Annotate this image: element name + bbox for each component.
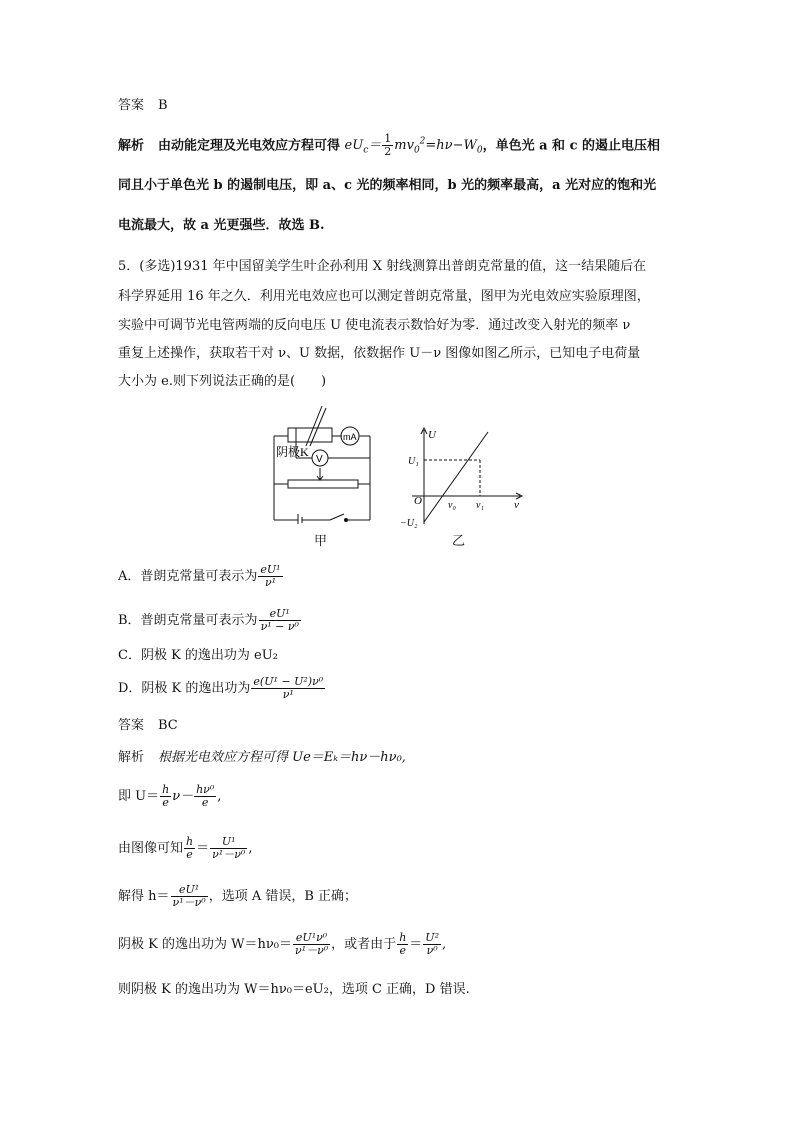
ammeter-label: mA (343, 432, 357, 442)
q5-sol-line5: 阴极 K 的逸出功为 W＝hν₀＝ $\frac{\text{eU¹ν⁰}}{\text{ν¹－ν⁰}}$ ，或者由于 $\frac{h}{e}$ ＝ $\frac{\text{U²}}{\text{ν⁰}}$ , (118, 931, 447, 957)
q4-eq-lhs: $eU_c=$ (344, 138, 382, 156)
q5-stem-line5: 大小为 e.则下列说法正确的是( ) (118, 374, 327, 389)
q5-sol-line2: 即 U＝ $\frac{h}{e}$ ν－ $\frac{\text{hν⁰}}{e}$ , (118, 783, 222, 809)
option-b: B．普朗克常量可表示为 $\frac{\text{eU¹}}{\text{ν¹ − ν⁰}}$ (118, 607, 299, 633)
fig-right-caption: 乙 (452, 534, 466, 549)
q5-stem-line4: 重复上述操作，获取若干对 ν、U 数据，依数据作 U－ν 图像如图乙所示，已知电子电荷量 (118, 346, 641, 361)
q4-analysis-line1 (118, 132, 660, 161)
q5-answer-label: 答案 (118, 718, 145, 733)
q5-analysis-label: 解析 (118, 750, 145, 765)
q5-sol-line3: 由图像可知 $\frac{h}{e}$ ＝ $\frac{\text{U¹}}{\text{ν¹－ν⁰}}$ , (118, 835, 253, 861)
q4-line1-pre: 由动能定理及光电效应方程可得 (158, 138, 345, 154)
q5-sol-line1 (118, 748, 406, 768)
q5-answer-line (118, 716, 178, 736)
neg-u2-label: −U₂ (400, 518, 418, 528)
q4-analysis-label: 解析 (118, 138, 145, 154)
circuit-diagram (262, 400, 382, 524)
x-axis-label: ν (514, 499, 519, 511)
q5-stem-line3: 实验中可调节光电管两端的反向电压 U 使电流表示数恰好为零．通过改变入射光的频率 ν (118, 318, 631, 333)
q5-stem-line1: 5．(多选)1931 年中国留美学生叶企孙利用 X 射线测算出普朗克常量的值，这一结果随后在 (118, 259, 647, 274)
q4-answer-value: B (158, 98, 168, 113)
cathode-label: 阴极K (276, 445, 309, 459)
voltmeter-label: V (316, 454, 323, 465)
q5-sol-line4: 解得 h＝ $\frac{\text{eU¹}}{\text{ν¹－ν⁰}}$ ，选项 A 错误，B 正确； (118, 883, 358, 909)
q4-answer-label: 答案 (118, 98, 145, 113)
q5-sol-line6: 则阴极 K 的逸出功为 W＝hν₀＝eU₂，选项 C 正确，D 错误. (118, 982, 470, 997)
q5-sol1-text: 根据光电效应方程可得 Ue＝Eₖ＝hν－hν₀, (158, 750, 406, 765)
q5-stem-line2: 科学界延用 16 年之久．利用光电效应也可以测定普朗克常量，图甲为光电效应实验原理图， (118, 289, 650, 304)
option-d: D．阴极 K 的逸出功为 $\frac{\text{e(U¹ − U²)ν⁰}}{\text{ν¹}}$ (118, 675, 324, 701)
q4-eq-rhs: $=h\nu-W_0$ (425, 138, 483, 156)
rheostat (288, 480, 358, 488)
v1-label: ν₁ (476, 500, 484, 511)
q4-line1-post: ，单色光 a 和 c 的遏止电压相 (482, 138, 661, 154)
q4-analysis-line2: 同且小于单色光 b 的遏制电压，即 a、c 光的频率相同，b 光的频率最高，a 光对应的饱和光 (118, 178, 657, 193)
v0-label: ν₀ (448, 500, 456, 511)
q4-analysis-line3: 电流最大，故 a 光更强些．故选 B. (118, 218, 325, 233)
q5-answer-value: BC (158, 718, 178, 733)
option-a: A．普朗克常量可表示为 $\frac{\text{eU¹}}{\text{ν¹}}$ (118, 563, 281, 589)
q4-eq-frac: $\frac{1}{2}$ (384, 132, 392, 159)
u1-label: U₁ (408, 456, 419, 467)
fig-left-caption: 甲 (314, 534, 328, 549)
u-nu-graph (398, 424, 528, 528)
y-axis-label: U (428, 429, 436, 441)
option-c: C．阴极 K 的逸出功为 eU₂ (118, 648, 278, 663)
origin-label: O (414, 495, 422, 507)
q4-answer-line (118, 96, 168, 116)
q4-eq-mid: $mv_0^2$ (394, 137, 426, 156)
